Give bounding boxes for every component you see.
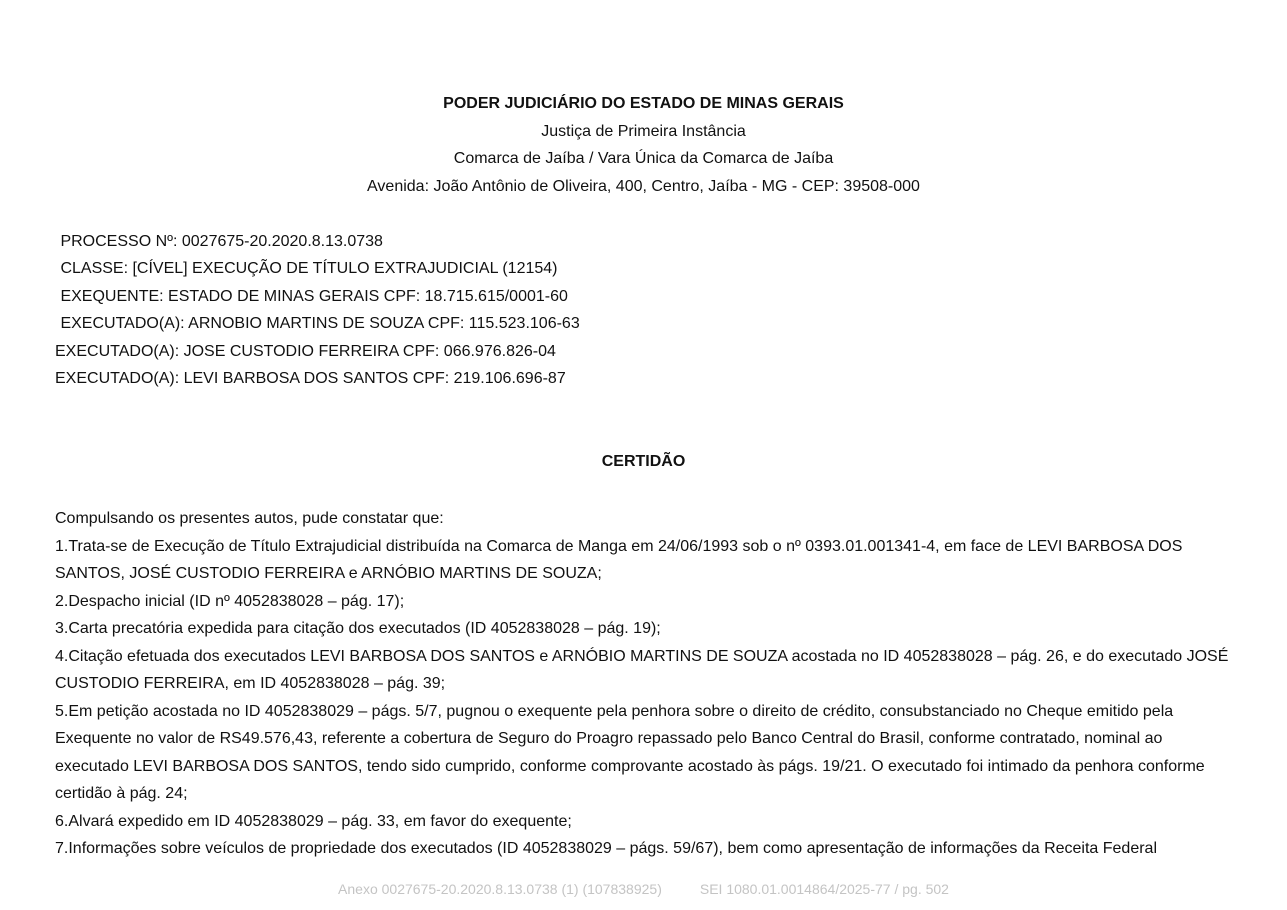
body-item-1: 1.Trata-se de Execução de Título Extrajudicial distribuída na Comarca de Manga em 24/06/1993 sob o nº 0393.01.001341-4, em face de LEVI BARBOSA DOS SANTOS, JOSÉ CUSTODIO FERREIRA e ARNÓBIO MARTINS DE SOUZA;: [55, 537, 1183, 582]
comarca-line: Comarca de Jaíba / Vara Única da Comarca de Jaíba: [453, 150, 834, 167]
body-item-7: 7.Informações sobre veículos de propriedade dos executados (ID 4052838029 – págs. 59/67), bem como apresentação de informações da Receita Federal: [55, 840, 1158, 857]
body-intro: Compulsando os presentes autos, pude constatar que:: [55, 510, 444, 527]
certidao-body: [55, 505, 1235, 863]
annex-reference: Anexo 0027675-20.2020.8.13.0738 (1) (107838925): [338, 881, 662, 897]
court-title: PODER JUDICIÁRIO DO ESTADO DE MINAS GERAIS: [443, 95, 844, 112]
executado-line-3: EXECUTADO(A): LEVI BARBOSA DOS SANTOS CPF: 219.106.696-87: [55, 370, 566, 387]
body-item-6: 6.Alvará expedido em ID 4052838029 – pág. 33, em favor do exequente;: [55, 812, 572, 830]
address-line: Avenida: João Antônio de Oliveira, 400, Centro, Jaíba - MG - CEP: 39508-000: [367, 178, 920, 195]
body-item-2: 2.Despacho inicial (ID nº 4052838028 – pág. 17);: [55, 592, 405, 610]
executado-line-2: EXECUTADO(A): JOSE CUSTODIO FERREIRA CPF: 066.976.826-04: [55, 343, 556, 360]
exequente-line: EXEQUENTE: ESTADO DE MINAS GERAIS CPF: 18.715.615/0001-60: [56, 288, 568, 305]
body-item-5: 5.Em petição acostada no ID 4052838029 – págs. 5/7, pugnou o exequente pela penhora sobre o direito de crédito, consubstanciado no Cheque emitido pela Exequente no valor de RS49.576,43, referente a cobertura de Seguro do Proagro repassado pelo Banco Central do Brasil, conforme contratado, nominal ao executado LEVI BARBOSA DOS SANTOS, tendo sido cumprido, conforme comprovante acostado às págs. 19/21. O executado foi intimado da penhora conforme certidão à pág. 24;: [55, 702, 1205, 802]
classe-line: CLASSE: [CÍVEL] EXECUÇÃO DE TÍTULO EXTRAJUDICIAL (12154): [56, 260, 558, 277]
page-footer: [0, 879, 1287, 899]
document-title: CERTIDÃO: [601, 453, 686, 470]
sei-reference: SEI 1080.01.0014864/2025-77 / pg. 502: [699, 881, 949, 897]
instance-line: Justiça de Primeira Instância: [541, 123, 746, 140]
body-item-4: 4.Citação efetuada dos executados LEVI BARBOSA DOS SANTOS e ARNÓBIO MARTINS DE SOUZA acostada no ID 4052838028 – pág. 26, e do executado JOSÉ CUSTODIO FERREIRA, em ID 4052838028 – pág. 39;: [55, 647, 1229, 692]
processo-line: PROCESSO Nº: 0027675-20.2020.8.13.0738: [56, 233, 383, 250]
executado-line-1: EXECUTADO(A): ARNOBIO MARTINS DE SOUZA CPF: 115.523.106-63: [56, 315, 580, 332]
body-item-3: 3.Carta precatória expedida para citação dos executados (ID 4052838028 – pág. 19);: [55, 620, 661, 637]
